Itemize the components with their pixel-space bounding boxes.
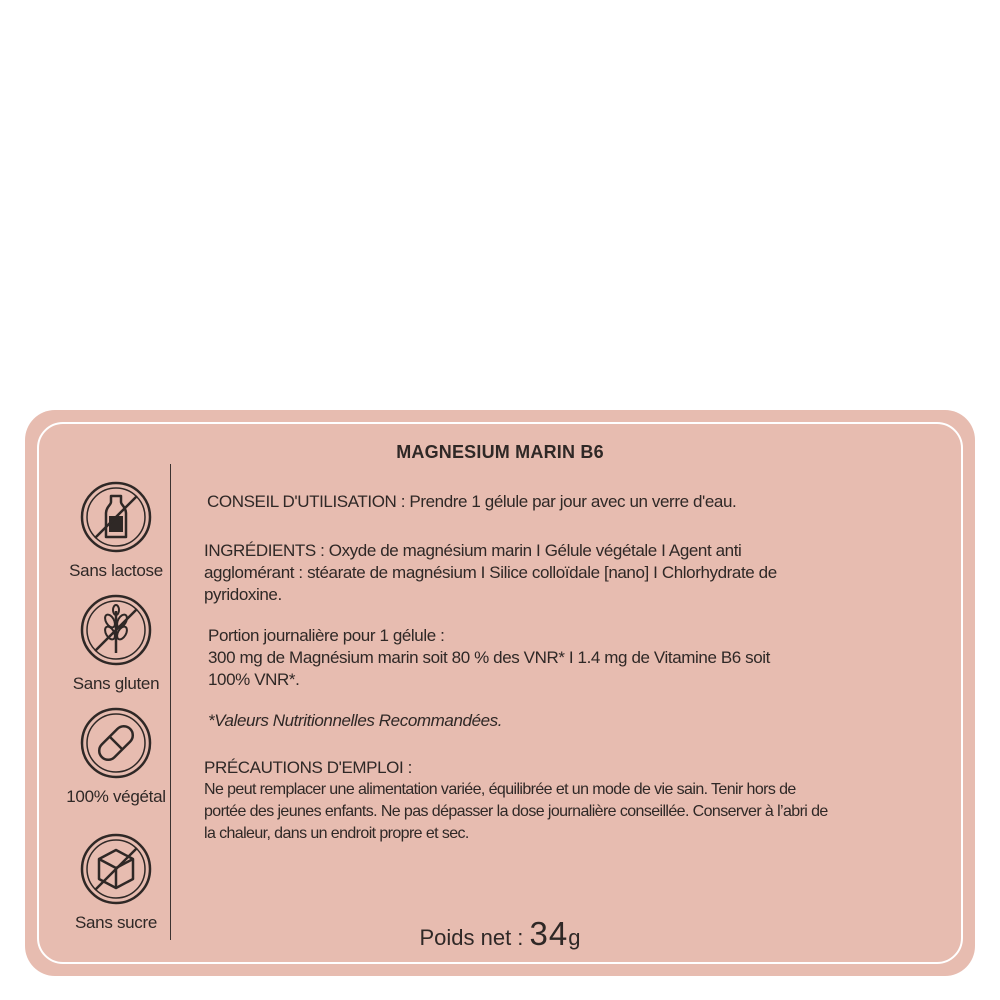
badge-label: 100% végétal [66, 787, 166, 806]
portion-line: 100% VNR*. [208, 670, 300, 689]
wheat-crossed-icon [79, 593, 153, 667]
portion-heading: Portion journalière pour 1 gélule : [208, 626, 445, 645]
ingredients-line: INGRÉDIENTS : Oxyde de magnésium marin I Gélule végétale I Agent anti [204, 541, 742, 560]
precautions-line: Ne peut remplacer une alimentation variée, équilibrée et un mode de vie sain. Tenir hors de [204, 781, 796, 798]
precautions-line: la chaleur, dans un endroit propre et sec. [204, 825, 469, 842]
net-weight-unit: g [568, 925, 581, 950]
badge-sans-gluten [55, 593, 177, 695]
badge-label: Sans lactose [69, 561, 163, 580]
precautions-heading: PRÉCAUTIONS D'EMPLOI : [204, 758, 412, 777]
conseil-text: CONSEIL D'UTILISATION : Prendre 1 gélule par jour avec un verre d'eau. [207, 492, 737, 511]
badge-sans-lactose [55, 480, 177, 582]
ingredients-block [204, 540, 777, 606]
ingredients-line: agglomérant : stéarate de magnésium I Silice colloïdale [nano] I Chlorhydrate de [204, 563, 777, 582]
badge-vegetal [55, 706, 177, 807]
net-weight [25, 915, 975, 953]
vnr-note: *Valeurs Nutritionnelles Recommandées. [208, 711, 503, 730]
ingredients-line: pyridoxine. [204, 585, 282, 604]
portion-block [208, 625, 770, 691]
capsule-icon [79, 706, 153, 780]
badge-label: Sans sucre [74, 913, 158, 932]
bottle-crossed-icon [79, 480, 153, 554]
precautions-line: portée des jeunes enfants. Ne pas dépasser la dose journalière conseillée. Conserver à l’abri de [204, 803, 828, 820]
net-weight-label: Poids net : [419, 925, 530, 950]
product-title: MAGNESIUM MARIN B6 [396, 442, 604, 462]
portion-line: 300 mg de Magnésium marin soit 80 % des VNR* I 1.4 mg de Vitamine B6 soit [208, 648, 770, 667]
sugar-cube-crossed-icon [79, 832, 153, 906]
net-weight-value: 34 [529, 915, 569, 952]
precautions-block [204, 779, 828, 845]
product-label [25, 410, 975, 976]
badge-label: Sans gluten [72, 674, 160, 693]
